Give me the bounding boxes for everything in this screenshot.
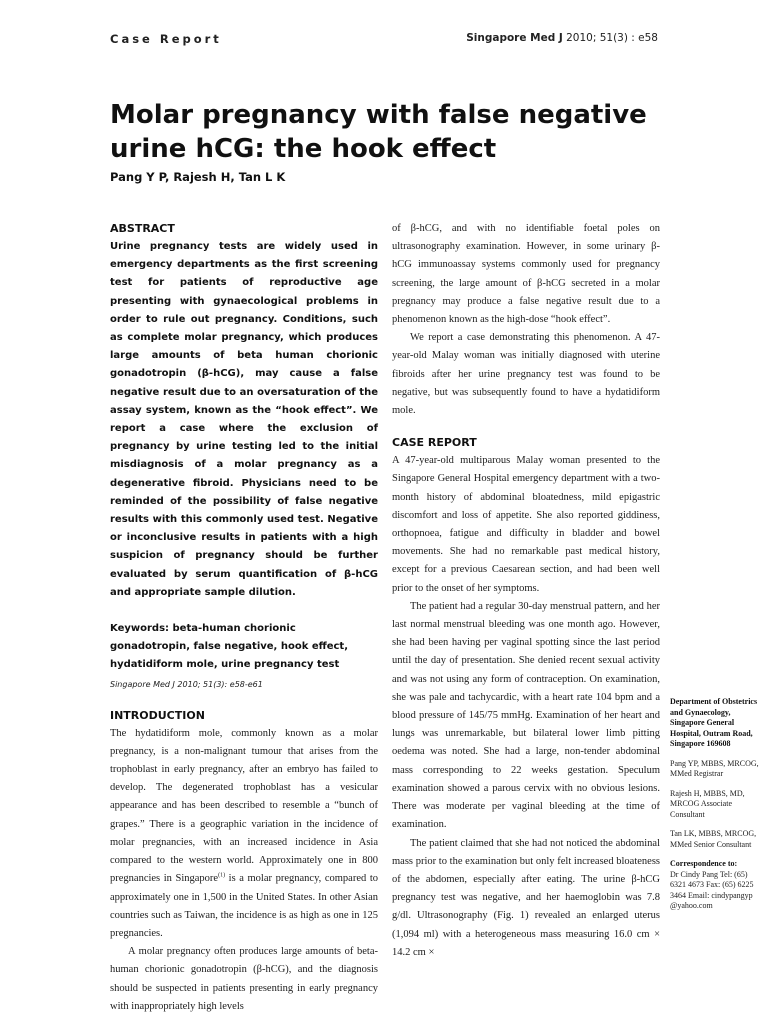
case-report-paragraph-3: The patient claimed that she had not noticed the abdominal mass prior to the examination but only felt increased bloateness of the abdomen, especially after eating. The urine β-hCG pregnancy test was negative, and her haemoglobin was 7.8 g/dl. Ultrasonography (Fig. 1) revealed an enlarged uterus (1,094 ml) with a heterogeneous mass measuring 16.0 cm × 14.2 cm × <box>392 837 660 958</box>
author-list: Pang Y P, Rajesh H, Tan L K <box>110 170 286 184</box>
journal-citation-header <box>466 32 658 44</box>
abstract-text: Urine pregnancy tests are widely used in emergency departments as the first screening test for patients of reproductive age presenting with gynaecological problems in order to rule out pregnancy. Conditions, such as complete molar pregnancy, which produces large amounts of beta human chorionic gonadotropin (β-hCG), may cause a false negative result due to an oversaturation of the assay system, known as the “hook effect”. We report a case where the exclusion of pregnancy by urine testing led to the initial misdiagnosis of a molar pregnancy as a degenerative fibroid. Physicians need to be reminded of the possibility of false negative results with this commonly used test. Negative or inconclusive results in patients with a high suspicion of pregnancy should be further evaluated by serum quantification of β-hCG and appropriate sample dilution. <box>110 241 378 598</box>
reference-marker: (1) <box>218 872 226 879</box>
middle-column <box>392 220 660 962</box>
left-column <box>110 220 378 1016</box>
intro-continuation-paragraph: of β-hCG, and with no identifiable foetal poles on ultrasonography examination. However, in some urinary β-hCG immunoassay systems commonly used for pregnancy screening, the large amount of β-hCG secreted in a molar pregnancy may produce a false negative result due to a phenomenon known as the high-dose “hook effect”. <box>392 223 660 326</box>
journal-name: Singapore Med J <box>466 32 563 44</box>
introduction-paragraph-2: A molar pregnancy often produces large amounts of beta-human chorionic gonadotropin (β-hCG), and the diagnosis should be suspected in patients presenting in early pregnancy with inappropriately high levels <box>110 946 378 1012</box>
case-report-paragraph-2: The patient had a regular 30-day menstrual pattern, and her last normal menstrual bleeding was one month ago. However, she had been having per vaginal spotting since the last period until the day of presentation. She denied recent sexual activity and was not using any form of contraception. On examination, she was pale and tachycardic, with a heart rate 104 bpm and a blood pressure of 145/75 mmHg. Examination of her heart and lungs was unremarkable, but bilateral lower limb pitting oedema was noted. She had a large, non-tender abdominal mass corresponding to 22 weeks gestation. Speculum examination showed a parous cervix with no obvious lesions. There was moderate per vaginal bleeding at the time of examination. <box>392 600 660 831</box>
correspondence-heading: Correspondence to: <box>670 859 738 868</box>
author-affiliations <box>670 697 760 921</box>
author-credentials-1: Pang YP, MBBS, MRCOG, MMed Registrar <box>670 758 759 778</box>
abstract-heading: ABSTRACT <box>110 222 175 235</box>
journal-issue: 2010; 51(3) : e58 <box>566 32 658 44</box>
department-affiliation: Department of Obstetrics and Gynaecology, Singapore General Hospital, Outram Road, Singapore 169608 <box>670 697 758 748</box>
keywords: Keywords: beta-human chorionic gonadotropin, false negative, hook effect, hydatidiform mole, urine pregnancy test <box>110 623 348 671</box>
intro-case-summary-paragraph: We report a case demonstrating this phenomenon. A 47-year-old Malay woman was initially diagnosed with uterine fibroids after her urine pregnancy test was found to be negative, but was subsequently found to have a hydatidiform mole. <box>392 332 660 417</box>
introduction-paragraph-1: The hydatidiform mole, commonly known as a molar pregnancy, is a non-malignant tumour that arises from the trophoblast in early pregnancy, after an embryo has failed to develop. The degenerated trophoblast has a vesicular appearance and has been described to resemble a “bunch of grapes.” There is a geographic variation in the incidence of molar pregnancies, with an increased incidence in Asia compared to the western world. Approximately one in 800 pregnancies in Singapore$^{(1)}$ is a molar pregnancy, compared to approximately one in 1,500 in the United States. In other Asian countries such as Taiwan, the incidence is as high as one in 125 pregnancies. <box>110 727 379 939</box>
article-title: Molar pregnancy with false negative urine hCG: the hook effect <box>110 100 647 164</box>
case-report-paragraph-1: A 47-year-old multiparous Malay woman presented to the Singapore General Hospital emergency department with a two-month history of abdominal bloatedness, mild epigastric discomfort and loss of appetite. She also reported giddiness, orthopnoea, fatigue and difficulty in bladder and bowel movements. She had no remarkable past medical history, except for a previous Caesarean section, and had been well prior to the onset of her symptoms. <box>392 455 660 594</box>
section-label: Case Report <box>110 32 222 46</box>
author-credentials-2: Rajesh H, MBBS, MD, MRCOG Associate Consultant <box>670 788 745 819</box>
article-citation: Singapore Med J 2010; 51(3): e58-e61 <box>110 679 263 689</box>
introduction-heading: INTRODUCTION <box>110 708 205 722</box>
author-credentials-3: Tan LK, MBBS, MRCOG, MMed Senior Consultant <box>670 829 757 849</box>
correspondence-details: Dr Cindy Pang Tel: (65) 6321 4673 Fax: (65) 6225 3464 Email: cindypangyp @yahoo.com <box>670 869 754 910</box>
case-report-heading: CASE REPORT <box>392 436 477 450</box>
